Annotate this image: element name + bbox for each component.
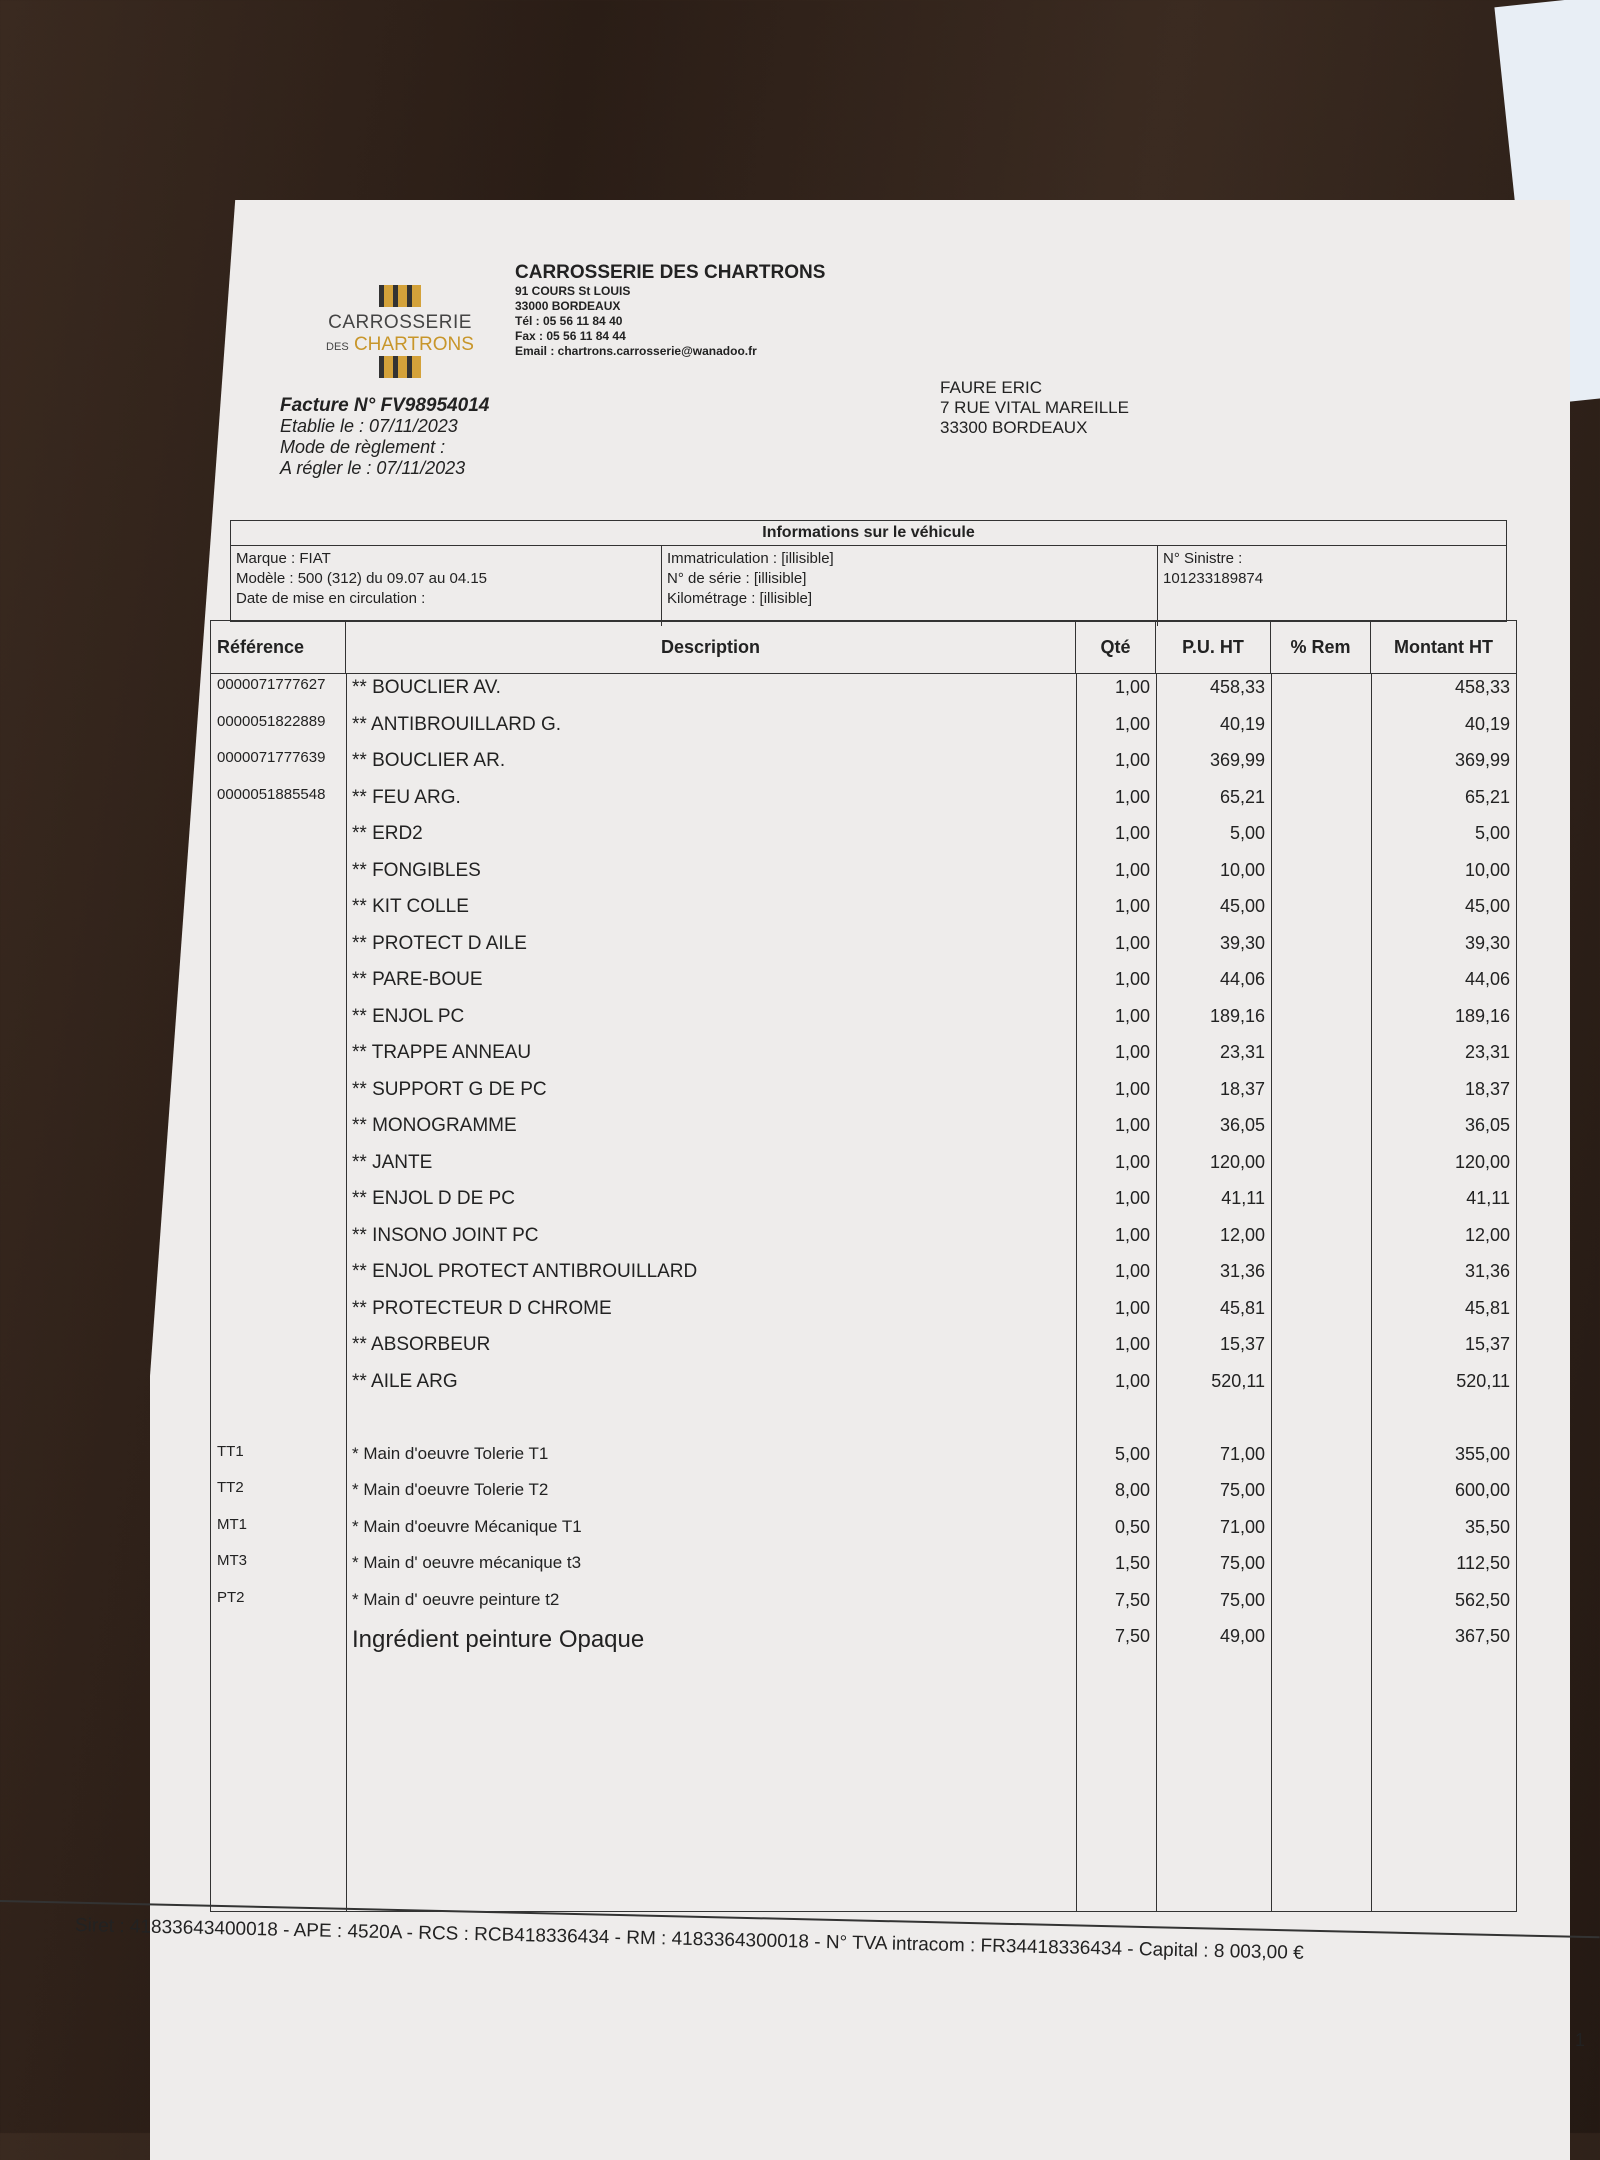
row-discount	[1271, 969, 1371, 1006]
table-row	[211, 1006, 1516, 1043]
row-quantity: 5,00	[1114, 1443, 1150, 1464]
claim-label: N° Sinistre :	[1163, 550, 1243, 567]
row-discount	[1271, 1188, 1371, 1225]
row-reference: TT2	[217, 1479, 244, 1496]
row-amount	[1371, 1407, 1516, 1444]
row-reference	[211, 823, 346, 860]
table-row	[211, 787, 1516, 824]
row-reference	[211, 1225, 346, 1262]
row-reference	[211, 1261, 346, 1298]
header-description: Description	[346, 621, 1076, 673]
company-email: Email : chartrons.carrosserie@wanadoo.fr	[515, 344, 757, 358]
invoice-lines-table	[210, 620, 1517, 1912]
table-row	[211, 1553, 1516, 1590]
client-address	[940, 378, 1129, 438]
table-row	[211, 714, 1516, 751]
row-amount: 35,50	[1464, 1516, 1510, 1537]
row-quantity: 1,00	[1114, 1334, 1150, 1354]
row-amount: 120,00	[1454, 1151, 1510, 1172]
row-discount	[1271, 1517, 1371, 1554]
logo-text-chartrons: CHARTRONS	[353, 334, 474, 355]
table-row	[211, 1407, 1516, 1444]
row-reference: TT1	[217, 1442, 244, 1460]
table-row	[211, 969, 1516, 1006]
row-quantity: 1,00	[1114, 677, 1150, 697]
row-reference	[211, 1115, 346, 1152]
row-discount	[1271, 1371, 1371, 1408]
row-reference: MT1	[217, 1515, 247, 1533]
row-amount: 12,00	[1464, 1224, 1510, 1245]
row-description: * Main d'oeuvre Tolerie T1	[352, 1443, 549, 1463]
row-description: ** ABSORBEUR	[352, 1334, 491, 1355]
vehicle-col-2	[662, 546, 1158, 626]
table-row	[211, 1334, 1516, 1371]
row-discount	[1271, 1480, 1371, 1517]
row-reference: 0000051885548	[217, 785, 326, 803]
table-row	[211, 1298, 1516, 1335]
row-quantity: 1,00	[1114, 896, 1150, 916]
row-discount	[1271, 677, 1371, 714]
row-amount: 15,37	[1464, 1334, 1510, 1354]
row-unit-price: 36,05	[1219, 1115, 1265, 1135]
row-amount: 44,06	[1464, 969, 1510, 989]
row-unit-price: 44,06	[1219, 969, 1265, 989]
row-reference	[211, 1334, 346, 1371]
row-reference	[211, 896, 346, 933]
row-reference: PT2	[217, 1588, 245, 1606]
row-unit-price: 189,16	[1209, 1005, 1265, 1026]
row-reference	[211, 1079, 346, 1116]
row-discount	[1271, 1079, 1371, 1116]
table-header	[211, 621, 1516, 674]
row-unit-price: 75,00	[1219, 1553, 1265, 1573]
row-description: ** ENJOL D DE PC	[352, 1188, 515, 1209]
row-discount	[1271, 1444, 1371, 1481]
row-description: ** MONOGRAMME	[352, 1115, 517, 1136]
payment-mode: Mode de règlement :	[280, 437, 446, 457]
invoice-date: Etablie le : 07/11/2023	[280, 416, 458, 436]
row-quantity: 1,00	[1114, 1224, 1150, 1245]
row-discount	[1271, 787, 1371, 824]
row-description: ** KIT COLLE	[352, 896, 469, 917]
row-description: ** AILE ARG	[352, 1370, 458, 1392]
row-amount: 112,50	[1456, 1553, 1510, 1573]
row-quantity: 1,00	[1114, 932, 1150, 953]
row-quantity: 1,00	[1114, 1078, 1150, 1099]
table-row	[211, 1079, 1516, 1116]
row-quantity: 1,00	[1114, 1188, 1150, 1208]
claim-number: 101233189874	[1163, 570, 1264, 587]
row-amount: 367,50	[1454, 1626, 1510, 1646]
row-unit-price: 120,00	[1209, 1151, 1265, 1172]
row-quantity: 1,00	[1114, 1297, 1150, 1318]
table-row	[211, 1225, 1516, 1262]
vehicle-brand: Marque : FIAT	[236, 550, 331, 567]
vehicle-model: Modèle : 500 (312) du 09.07 au 04.15	[236, 570, 488, 587]
row-quantity: 7,50	[1114, 1626, 1150, 1646]
vehicle-info-title: Informations sur le véhicule	[231, 521, 1506, 546]
row-description: ** FONGIBLES	[352, 859, 481, 881]
row-description: ** BOUCLIER AR.	[352, 750, 506, 771]
logo-text-small: DES	[326, 341, 349, 353]
row-discount	[1271, 1225, 1371, 1262]
row-discount	[1271, 1042, 1371, 1079]
table-row	[211, 1590, 1516, 1627]
due-date: A régler le : 07/11/2023	[280, 458, 466, 478]
row-unit-price: 5,00	[1229, 823, 1265, 843]
row-reference	[211, 1298, 346, 1335]
invoice-info	[280, 395, 489, 479]
row-reference	[211, 933, 346, 970]
row-unit-price: 520,11	[1211, 1370, 1265, 1391]
row-description: * Main d'oeuvre Mécanique T1	[352, 1516, 582, 1536]
row-unit-price: 71,00	[1219, 1443, 1265, 1464]
row-description: ** ANTIBROUILLARD G.	[352, 713, 562, 735]
row-unit-price: 18,37	[1219, 1078, 1265, 1099]
row-unit-price: 31,36	[1219, 1261, 1265, 1281]
row-reference: 0000071777627	[217, 676, 326, 693]
row-amount: 45,00	[1464, 896, 1510, 916]
company-fax: Fax : 05 56 11 84 44	[515, 329, 626, 343]
table-row	[211, 896, 1516, 933]
row-description: ** FEU ARG.	[352, 786, 461, 808]
row-description: Ingrédient peinture Opaque	[352, 1626, 645, 1653]
invoice-number: Facture N° FV98954014	[280, 395, 490, 416]
row-quantity: 8,00	[1114, 1480, 1150, 1500]
row-quantity: 1,00	[1114, 823, 1150, 843]
row-quantity: 1,50	[1114, 1553, 1150, 1573]
row-unit-price: 65,21	[1219, 786, 1265, 807]
row-quantity	[1076, 1407, 1156, 1444]
row-quantity: 0,50	[1114, 1516, 1150, 1537]
vehicle-info-box	[230, 520, 1507, 622]
row-amount: 41,11	[1466, 1188, 1510, 1208]
row-description: ** TRAPPE ANNEAU	[352, 1042, 532, 1063]
row-quantity: 1,00	[1114, 786, 1150, 807]
legal-footer: Siret : 41833643400018 - APE : 4520A - RCS : RCB418336434 - RM : 4183364300018 - N° TVA intracom : FR34418336434 - Capital : 8 003,00 €	[74, 1915, 1304, 1964]
row-discount	[1271, 750, 1371, 787]
row-discount	[1271, 1407, 1371, 1444]
row-unit-price: 369,99	[1209, 750, 1265, 770]
row-description: * Main d' oeuvre peinture t2	[352, 1589, 560, 1609]
row-unit-price: 75,00	[1219, 1589, 1265, 1610]
logo-text: CARROSSERIE	[328, 312, 472, 333]
row-discount	[1271, 1152, 1371, 1189]
row-description: ** JANTE	[352, 1151, 433, 1173]
row-reference	[211, 1006, 346, 1043]
row-unit-price: 15,37	[1219, 1334, 1265, 1354]
table-row	[211, 823, 1516, 860]
row-description: ** BOUCLIER AV.	[352, 677, 501, 698]
row-reference	[211, 860, 346, 897]
row-description: * Main d'oeuvre Tolerie T2	[352, 1480, 549, 1499]
table-body	[211, 677, 1516, 1663]
table-row	[211, 1261, 1516, 1298]
table-row	[211, 1444, 1516, 1481]
row-discount	[1271, 1006, 1371, 1043]
row-quantity: 1,00	[1114, 1042, 1150, 1062]
row-discount	[1271, 1261, 1371, 1298]
row-amount: 31,36	[1464, 1261, 1510, 1281]
row-amount: 5,00	[1474, 823, 1510, 843]
page-number: 1	[1575, 2030, 1586, 2050]
company-name: CARROSSERIE DES CHARTRONS	[515, 262, 826, 283]
row-unit-price: 10,00	[1219, 859, 1265, 880]
logo-text-2	[320, 334, 480, 356]
row-discount	[1271, 1334, 1371, 1371]
row-unit-price: 49,00	[1219, 1626, 1265, 1646]
header-amount: Montant HT	[1394, 636, 1493, 657]
row-unit-price: 23,31	[1219, 1042, 1265, 1062]
client-name: FAURE ERIC	[940, 378, 1043, 397]
row-quantity: 1,00	[1114, 1115, 1150, 1135]
row-unit-price: 45,81	[1219, 1297, 1265, 1318]
vehicle-first-registration: Date de mise en circulation :	[236, 590, 426, 607]
row-quantity: 1,00	[1114, 859, 1150, 880]
table-row	[211, 933, 1516, 970]
logo-mark-icon	[379, 356, 421, 378]
row-description	[346, 1407, 1076, 1444]
row-amount: 600,00	[1454, 1480, 1510, 1500]
row-amount: 40,19	[1464, 713, 1510, 734]
row-unit-price: 75,00	[1219, 1480, 1265, 1500]
row-description: ** PROTECT D AILE	[352, 932, 527, 954]
row-description: * Main d' oeuvre mécanique t3	[352, 1553, 582, 1572]
row-amount: 355,00	[1454, 1443, 1510, 1464]
row-amount: 36,05	[1464, 1115, 1510, 1135]
row-unit-price: 458,33	[1209, 677, 1265, 697]
row-unit-price: 71,00	[1219, 1516, 1265, 1537]
company-logo	[320, 285, 480, 383]
vehicle-serial: N° de série : [illisible]	[667, 570, 807, 587]
row-reference: 0000051822889	[217, 712, 326, 730]
table-row	[211, 1115, 1516, 1152]
table-row	[211, 1188, 1516, 1225]
vehicle-registration: Immatriculation : [illisible]	[667, 550, 834, 567]
row-unit-price: 45,00	[1219, 896, 1265, 916]
row-amount: 18,37	[1464, 1078, 1510, 1099]
row-unit-price: 40,19	[1219, 713, 1265, 734]
row-unit-price	[1156, 1407, 1271, 1444]
vehicle-mileage: Kilométrage : [illisible]	[667, 590, 813, 607]
row-discount	[1271, 860, 1371, 897]
header-reference: Référence	[211, 621, 346, 673]
row-discount	[1271, 823, 1371, 860]
table-row	[211, 1517, 1516, 1554]
row-unit-price: 12,00	[1219, 1224, 1265, 1245]
row-discount	[1271, 714, 1371, 751]
row-amount: 520,11	[1456, 1370, 1510, 1391]
row-reference	[211, 1152, 346, 1189]
row-description: ** ENJOL PROTECT ANTIBROUILLARD	[352, 1261, 698, 1282]
table-row	[211, 1152, 1516, 1189]
client-city: 33300 BORDEAUX	[940, 418, 1088, 437]
row-description: ** PROTECTEUR D CHROME	[352, 1297, 612, 1319]
row-quantity: 7,50	[1114, 1589, 1150, 1610]
row-quantity: 1,00	[1114, 1261, 1150, 1281]
row-quantity: 1,00	[1114, 713, 1150, 734]
client-street: 7 RUE VITAL MAREILLE	[940, 398, 1129, 417]
row-reference	[211, 1407, 346, 1444]
row-amount: 39,30	[1464, 932, 1510, 953]
logo-mark-icon	[379, 285, 421, 307]
table-row	[211, 1480, 1516, 1517]
row-unit-price: 41,11	[1221, 1188, 1265, 1208]
row-discount	[1271, 1298, 1371, 1335]
row-description: ** ENJOL PC	[352, 1005, 465, 1027]
row-discount	[1271, 1115, 1371, 1152]
header-unit-price: P.U. HT	[1156, 621, 1271, 673]
table-row	[211, 677, 1516, 714]
row-amount: 23,31	[1464, 1042, 1510, 1062]
company-address: 91 COURS St LOUIS	[515, 284, 631, 298]
row-reference	[211, 1626, 346, 1663]
row-amount: 45,81	[1464, 1297, 1510, 1318]
row-quantity: 1,00	[1114, 750, 1150, 770]
row-discount	[1271, 1626, 1371, 1663]
row-reference	[211, 969, 346, 1006]
header-quantity: Qté	[1076, 621, 1156, 673]
row-reference: 0000071777639	[217, 749, 326, 766]
row-quantity: 1,00	[1114, 1151, 1150, 1172]
company-info	[515, 262, 826, 359]
row-unit-price: 39,30	[1219, 932, 1265, 953]
header-discount: % Rem	[1271, 621, 1371, 673]
company-city: 33000 BORDEAUX	[515, 299, 621, 313]
table-row	[211, 1042, 1516, 1079]
row-amount: 10,00	[1464, 859, 1510, 880]
vehicle-col-1	[231, 546, 662, 626]
row-amount: 369,99	[1454, 750, 1510, 770]
row-description: ** PARE-BOUE	[352, 969, 483, 990]
row-discount	[1271, 1553, 1371, 1590]
row-reference	[211, 1042, 346, 1079]
vehicle-col-3	[1158, 546, 1268, 626]
row-description: ** SUPPORT G DE PC	[352, 1078, 547, 1100]
table-row	[211, 860, 1516, 897]
row-reference	[211, 1188, 346, 1225]
row-quantity: 1,00	[1114, 1005, 1150, 1026]
row-discount	[1271, 933, 1371, 970]
row-reference	[211, 1371, 346, 1408]
row-description: ** ERD2	[352, 823, 423, 844]
table-row	[211, 1371, 1516, 1408]
row-amount: 458,33	[1454, 677, 1510, 697]
table-row	[211, 1626, 1516, 1663]
row-quantity: 1,00	[1114, 1370, 1150, 1391]
row-amount: 562,50	[1454, 1589, 1510, 1610]
company-phone: Tél : 05 56 11 84 40	[515, 314, 623, 328]
row-reference: MT3	[217, 1552, 247, 1569]
row-description: ** INSONO JOINT PC	[352, 1224, 539, 1246]
row-discount	[1271, 896, 1371, 933]
row-quantity: 1,00	[1114, 969, 1150, 989]
row-amount: 189,16	[1454, 1005, 1510, 1026]
row-discount	[1271, 1590, 1371, 1627]
table-row	[211, 750, 1516, 787]
row-amount: 65,21	[1464, 786, 1510, 807]
